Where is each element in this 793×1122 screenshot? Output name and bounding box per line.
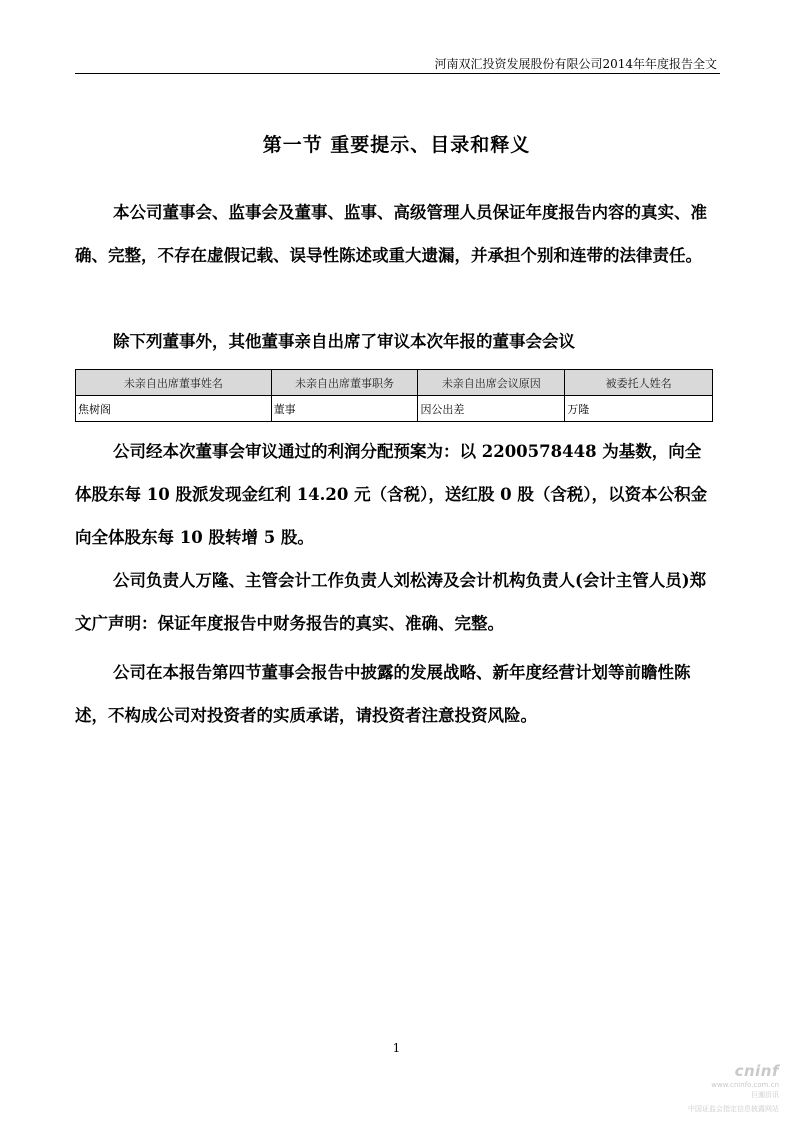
- table-header-row: [76, 370, 713, 396]
- responsibility-statement: 本公司董事会、监事会及董事、监事、高级管理人员保证年度报告内容的真实、准确、完整，不存在虚假记载、误导性陈述或重大遗漏，并承担个别和连带的法律责任。: [75, 203, 707, 265]
- header-absent-director-position: 未亲自出席董事职务: [271, 370, 418, 396]
- absent-directors-intro: 除下列董事外，其他董事亲自出席了审议本次年报的董事会会议: [113, 332, 575, 351]
- absent-directors-table: [75, 369, 713, 422]
- profit-distribution-plan: 公司经本次董事会审议通过的利润分配预案为：以 2200578448 为基数，向全体股东每 10 股派发现金红利 14.20 元（含税），送红股 0 股（含税），以资本公积金向全体股东每 10 股转增 5 股。: [75, 442, 708, 547]
- financial-report-declaration: 公司负责人万隆、主管会计工作负责人刘松涛及会计机构负责人(会计主管人员)郑文广声明：保证年度报告中财务报告的真实、准确、完整。: [75, 571, 707, 633]
- header-divider: [75, 73, 720, 74]
- section-title: 第一节 重要提示、目录和释义: [262, 134, 531, 156]
- cell-absence-reason: 因公出差: [418, 396, 565, 422]
- header-proxy-name: 被委托人姓名: [565, 370, 713, 396]
- page-number: 1: [392, 1041, 401, 1055]
- cninfo-logo: cninf: [734, 1062, 779, 1080]
- cninfo-watermark: [679, 1062, 779, 1114]
- header-absence-reason: 未亲自出席会议原因: [418, 370, 565, 396]
- running-header: 河南双汇投资发展股份有限公司2014年年度报告全文: [434, 57, 717, 71]
- cninfo-subtitle: 中国证监会指定信息披露网站: [688, 1105, 779, 1113]
- cell-director-name: 焦树阁: [76, 396, 272, 422]
- cell-proxy-name: 万隆: [565, 396, 713, 422]
- cell-director-position: 董事: [271, 396, 418, 422]
- cninfo-tagline: 巨潮资讯: [751, 1091, 779, 1099]
- forward-looking-disclaimer: 公司在本报告第四节董事会报告中披露的发展战略、新年度经营计划等前瞻性陈述，不构成公司对投资者的实质承诺，请投资者注意投资风险。: [75, 663, 691, 725]
- header-absent-director-name: 未亲自出席董事姓名: [76, 370, 272, 396]
- cninfo-url: www.cninfo.com.cn: [711, 1081, 779, 1089]
- table-row: [76, 396, 713, 422]
